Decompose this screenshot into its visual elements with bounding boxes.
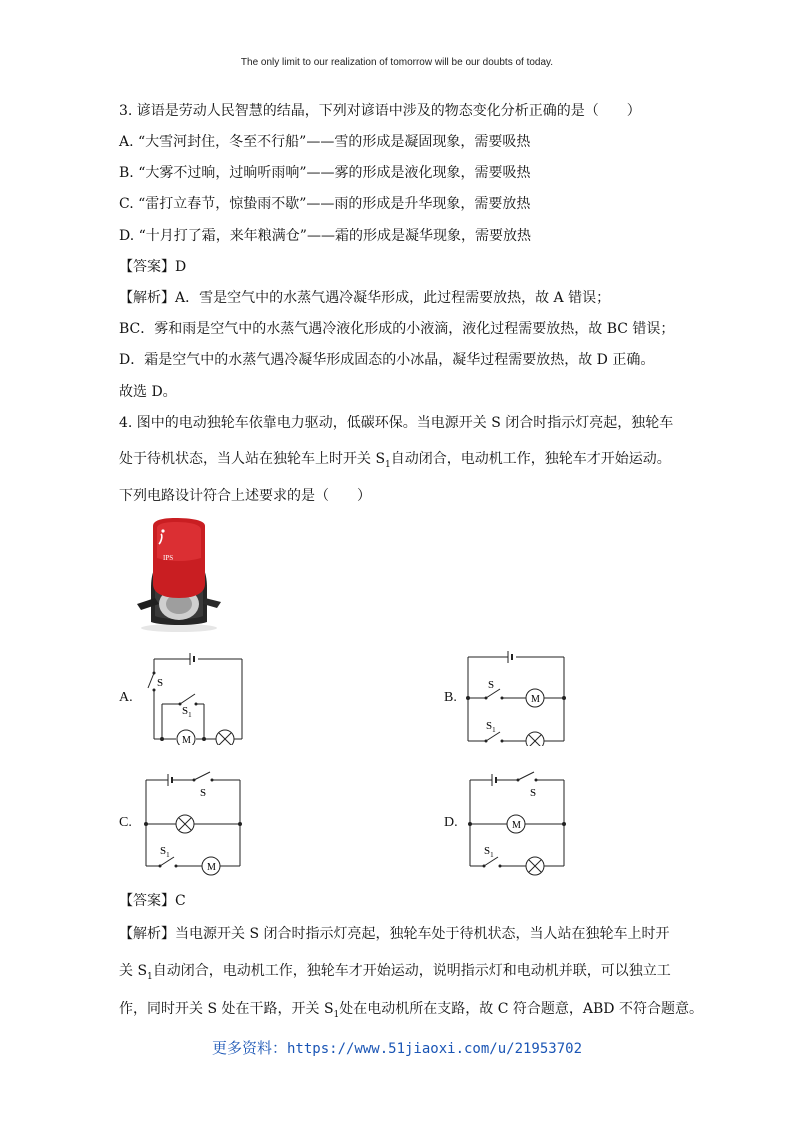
footer-label: 更多资料： bbox=[211, 1039, 287, 1057]
motor-label: M bbox=[531, 694, 540, 705]
circuit-c bbox=[138, 768, 250, 878]
q4-stem-2: 处于待机状态，当人站在独轮车上时开关 $S_1$自动闭合，电动机工作，独轮车才开始运动。 bbox=[119, 451, 671, 470]
circuit-b bbox=[460, 648, 572, 746]
q3-stem: 3. 谚语是劳动人民智慧的结晶，下列对谚语中涉及的物态变化分析正确的是（ ） bbox=[119, 103, 641, 119]
option-b-label: B. bbox=[444, 690, 457, 705]
motor-label: M bbox=[182, 735, 191, 745]
switch-s-label: S bbox=[530, 787, 537, 799]
q3-answer: 【答案】D bbox=[119, 259, 187, 275]
q3-option-d: D. “十月打了霜，来年粮满仓”——霜的形成是凝华现象，需要放热 bbox=[119, 228, 531, 244]
q3-analysis-3: D．霜是空气中的水蒸气遇冷凝华形成固态的小冰晶，凝华过程需要放热，故 D 正确。 bbox=[119, 352, 655, 368]
q3-option-b: B. “大雾不过晌，过晌听雨响”——雾的形成是液化现象，需要吸热 bbox=[119, 165, 531, 181]
header-quote: The only limit to our realization of tomorrow will be our doubts of today. bbox=[240, 57, 554, 68]
q4-analysis-2: 关 $S_1$自动闭合，电动机工作，独轮车才开始运动，说明指示灯和电动机并联，可以独立工 bbox=[119, 963, 671, 982]
switch-s1-label: $S_1$ bbox=[484, 845, 494, 859]
q3-option-c: C. “雷打立春节，惊蛰雨不歇”——雨的形成是升华现象，需要放热 bbox=[119, 196, 531, 212]
option-c-label: C. bbox=[119, 815, 132, 830]
q3-analysis-1: 【解析】A．雪是空气中的水蒸气遇冷凝华形成，此过程需要放热，故 A 错误； bbox=[119, 290, 611, 306]
switch-s1-label: $S_1$ bbox=[182, 705, 192, 719]
switch-s1-label: $S_1$ bbox=[160, 845, 170, 859]
motor-label: M bbox=[512, 820, 521, 831]
q4-stem-1: 4. 图中的电动独轮车依靠电力驱动，低碳环保。当电源开关 S 闭合时指示灯亮起，独轮车 bbox=[119, 415, 674, 431]
option-a-label: A. bbox=[119, 690, 133, 705]
unicycle-brand: IPS bbox=[163, 554, 174, 562]
unicycle-image bbox=[135, 518, 225, 634]
circuit-d bbox=[462, 768, 574, 878]
switch-s-label: S bbox=[488, 679, 495, 691]
q4-answer: 【答案】C bbox=[119, 893, 186, 909]
footer-link[interactable] bbox=[0, 1037, 794, 1058]
q4-analysis-3: 作，同时开关 S 处在干路，开关 $S_1$处在电动机所在支路，故 C 符合题意，ABD 不符合题意。 bbox=[119, 1001, 703, 1020]
switch-s-label: S bbox=[157, 677, 164, 689]
q4-analysis-1: 【解析】当电源开关 S 闭合时指示灯亮起，独轮车处于待机状态，当人站在独轮车上时开 bbox=[119, 926, 670, 942]
switch-s-label: S bbox=[200, 787, 207, 799]
q3-analysis-4: 故选 D。 bbox=[119, 384, 177, 400]
q4-stem-3: 下列电路设计符合上述要求的是（ ） bbox=[119, 488, 371, 504]
circuit-a bbox=[138, 650, 250, 745]
motor-label: M bbox=[207, 862, 216, 873]
switch-s1-label: $S_1$ bbox=[486, 720, 496, 734]
q3-analysis-2: BC．雾和雨是空气中的水蒸气遇冷液化形成的小液滴，液化过程需要放热，故 BC 错误； bbox=[119, 321, 675, 337]
footer-url[interactable]: https://www.51jiaoxi.com/u/21953702 bbox=[287, 1041, 583, 1057]
option-d-label: D. bbox=[444, 815, 458, 830]
q3-option-a: A. “大雪河封住，冬至不行船”——雪的形成是凝固现象，需要吸热 bbox=[119, 134, 531, 150]
